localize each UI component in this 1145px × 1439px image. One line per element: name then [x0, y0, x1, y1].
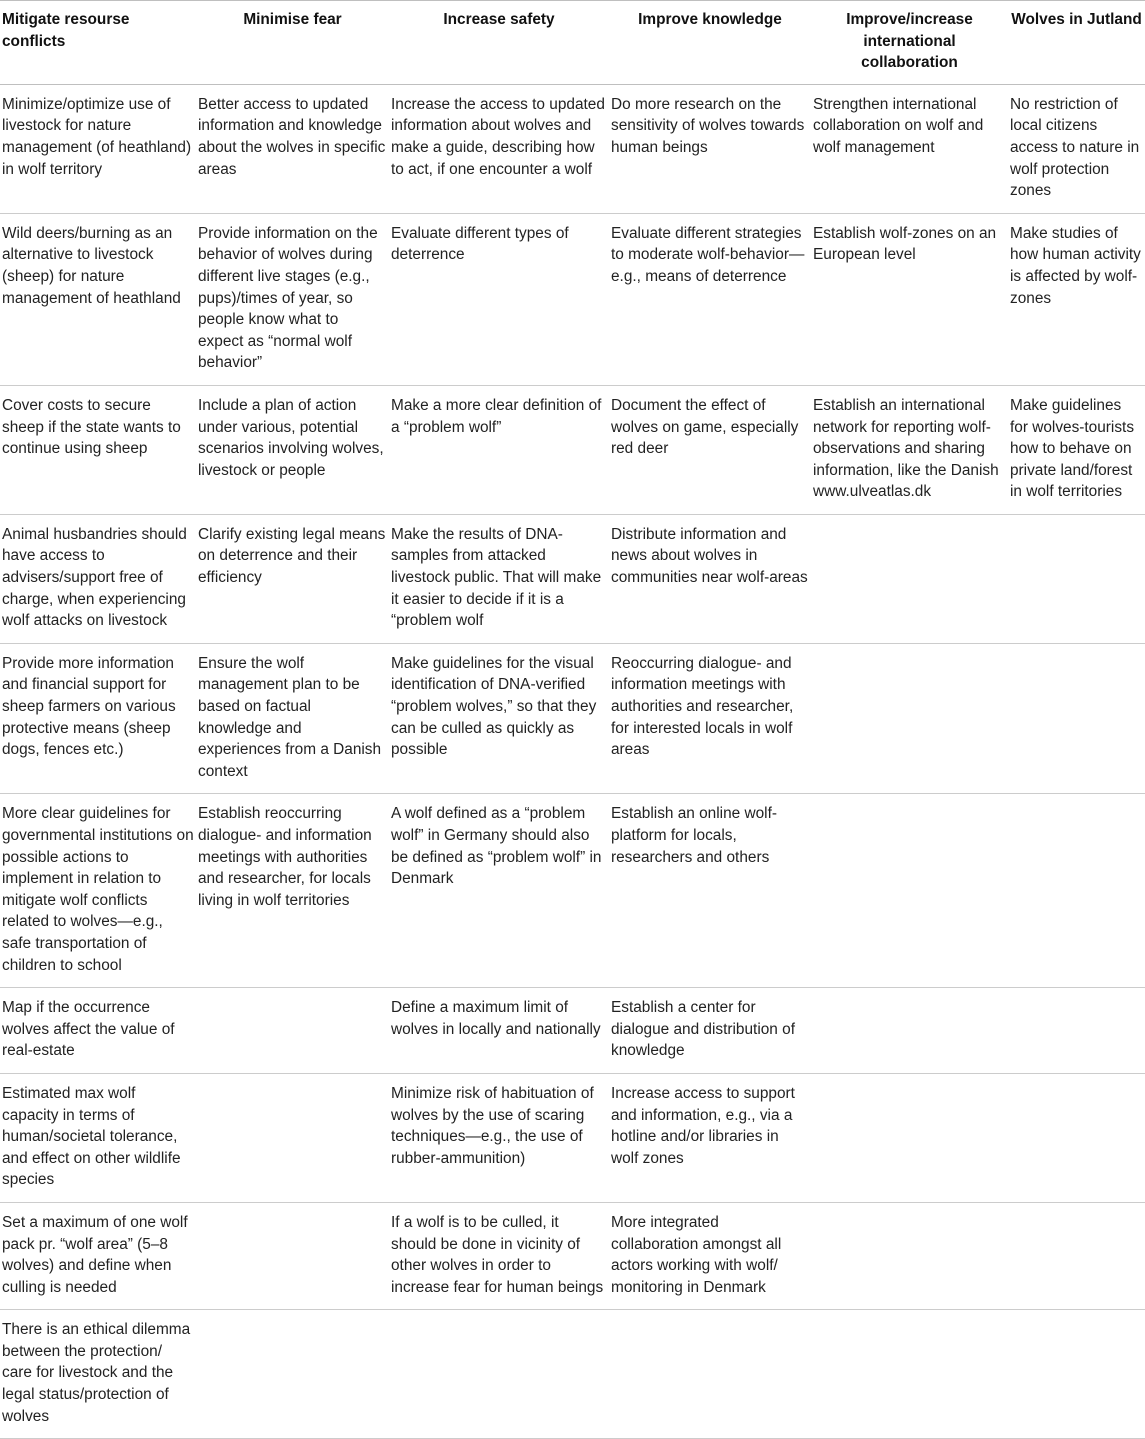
table-cell: [609, 1310, 811, 1439]
table-row: [0, 988, 1145, 1074]
table-cell: [1008, 1073, 1145, 1202]
table-cell: [811, 794, 1008, 988]
table-cell: [196, 1202, 389, 1309]
table-cell: Make studies of how human activity is affected by wolf-zones: [1008, 213, 1145, 385]
table-cell: Make guidelines for wolves-tourists how to behave on private land/forest in wolf territories: [1008, 385, 1145, 514]
table-cell: [1008, 1202, 1145, 1309]
table-cell: [1008, 643, 1145, 794]
table-row: [0, 1202, 1145, 1309]
table-cell: Document the effect of wolves on game, especially red deer: [609, 385, 811, 514]
table-row: [0, 84, 1145, 213]
table-row: [0, 794, 1145, 988]
table-cell: Animal husbandries should have access to advisers/support free of charge, when experiencing wolf attacks on livestock: [0, 514, 196, 643]
table-cell: Better access to updated information and knowledge about the wolves in specific areas: [196, 84, 389, 213]
table-cell: Define a maximum limit of wolves in locally and nationally: [389, 988, 609, 1074]
header-increase-safety: Increase safety: [389, 1, 609, 85]
table-cell: Estimated max wolf capacity in terms of human/societal tolerance, and effect on other wildlife species: [0, 1073, 196, 1202]
table-cell: A wolf defined as a “problem wolf” in Germany should also be defined as “problem wolf” in Denmark: [389, 794, 609, 988]
table-cell: Increase the access to updated information about wolves and make a guide, describing how to act, if one encounter a wolf: [389, 84, 609, 213]
table-row: [0, 643, 1145, 794]
table-cell: More integrated collaboration amongst all actors working with wolf/ monitoring in Denmark: [609, 1202, 811, 1309]
table-cell: [811, 1073, 1008, 1202]
table-cell: [811, 988, 1008, 1074]
table-cell: Establish an international network for reporting wolf-observations and sharing information, like the Danish www.ulveatlas.dk: [811, 385, 1008, 514]
table-cell: Increase access to support and information, e.g., via a hotline and/or libraries in wolf zones: [609, 1073, 811, 1202]
table-cell: Provide more information and financial support for sheep farmers on various protective means (sheep dogs, fences etc.): [0, 643, 196, 794]
header-wolves-in-jutland: Wolves in Jutland: [1008, 1, 1145, 85]
table-cell: More clear guidelines for governmental institutions on possible actions to implement in relation to mitigate wolf conflicts related to wolves—e.g., safe transportation of children to school: [0, 794, 196, 988]
table-cell: [811, 643, 1008, 794]
table-cell: Wild deers/burning as an alternative to livestock (sheep) for nature management of heathland: [0, 213, 196, 385]
table-cell: Establish wolf-zones on an European level: [811, 213, 1008, 385]
table-body: [0, 84, 1145, 1438]
table-cell: Clarify existing legal means on deterrence and their efficiency: [196, 514, 389, 643]
table-cell: [196, 1310, 389, 1439]
table-cell: [1008, 988, 1145, 1074]
table-cell: Cover costs to secure sheep if the state wants to continue using sheep: [0, 385, 196, 514]
table-cell: Make a more clear definition of a “problem wolf”: [389, 385, 609, 514]
table-cell: There is an ethical dilemma between the protection/ care for livestock and the legal status/protection of wolves: [0, 1310, 196, 1439]
header-international-collaboration: Improve/increase international collaboration: [811, 1, 1008, 85]
table-cell: Reoccurring dialogue- and information meetings with authorities and researcher, for interested locals in wolf areas: [609, 643, 811, 794]
table-cell: No restriction of local citizens access to nature in wolf protection zones: [1008, 84, 1145, 213]
header-minimise-fear: Minimise fear: [196, 1, 389, 85]
header-row: [0, 1, 1145, 85]
table-cell: Evaluate different types of deterrence: [389, 213, 609, 385]
table-cell: [196, 1073, 389, 1202]
table-cell: Make guidelines for the visual identification of DNA-verified “problem wolves,” so that they can be culled as quickly as possible: [389, 643, 609, 794]
table-cell: Map if the occurrence wolves affect the value of real-estate: [0, 988, 196, 1074]
table-cell: Minimize/optimize use of livestock for nature management (of heathland) in wolf territory: [0, 84, 196, 213]
table-cell: [811, 1202, 1008, 1309]
table-cell: Establish an online wolf-platform for locals, researchers and others: [609, 794, 811, 988]
table-cell: [389, 1310, 609, 1439]
table-cell: [1008, 794, 1145, 988]
table-cell: Evaluate different strategies to moderate wolf-behavior—e.g., means of deterrence: [609, 213, 811, 385]
header-mitigate-resource-conflicts: Mitigate resourse conflicts: [0, 1, 196, 85]
table-cell: Establish reoccurring dialogue- and information meetings with authorities and researcher, for locals living in wolf territories: [196, 794, 389, 988]
table-cell: Include a plan of action under various, potential scenarios involving wolves, livestock or people: [196, 385, 389, 514]
table-row: [0, 385, 1145, 514]
table-cell: Set a maximum of one wolf pack pr. “wolf area” (5–8 wolves) and define when culling is needed: [0, 1202, 196, 1309]
table-cell: Make the results of DNA-samples from attacked livestock public. That will make it easier to decide if it is a “problem wolf: [389, 514, 609, 643]
table-cell: Minimize risk of habituation of wolves by the use of scaring techniques—e.g., the use of rubber-ammunition): [389, 1073, 609, 1202]
table-row: [0, 213, 1145, 385]
table-cell: [196, 988, 389, 1074]
table-cell: Strengthen international collaboration on wolf and wolf management: [811, 84, 1008, 213]
table-row: [0, 1073, 1145, 1202]
header-improve-knowledge: Improve knowledge: [609, 1, 811, 85]
table-cell: [811, 514, 1008, 643]
table-row: [0, 1310, 1145, 1439]
table-cell: [1008, 514, 1145, 643]
table-cell: Provide information on the behavior of wolves during different live stages (e.g., pups)/times of year, so people know what to expect as “normal wolf behavior”: [196, 213, 389, 385]
table-cell: Do more research on the sensitivity of wolves towards human beings: [609, 84, 811, 213]
table-cell: Distribute information and news about wolves in communities near wolf-areas: [609, 514, 811, 643]
table-cell: [1008, 1310, 1145, 1439]
table-cell: Establish a center for dialogue and distribution of knowledge: [609, 988, 811, 1074]
table-header: [0, 1, 1145, 85]
table-row: [0, 514, 1145, 643]
table-cell: If a wolf is to be culled, it should be done in vicinity of other wolves in order to increase fear for human beings: [389, 1202, 609, 1309]
table-cell: Ensure the wolf management plan to be based on factual knowledge and experiences from a Danish context: [196, 643, 389, 794]
table-cell: [811, 1310, 1008, 1439]
